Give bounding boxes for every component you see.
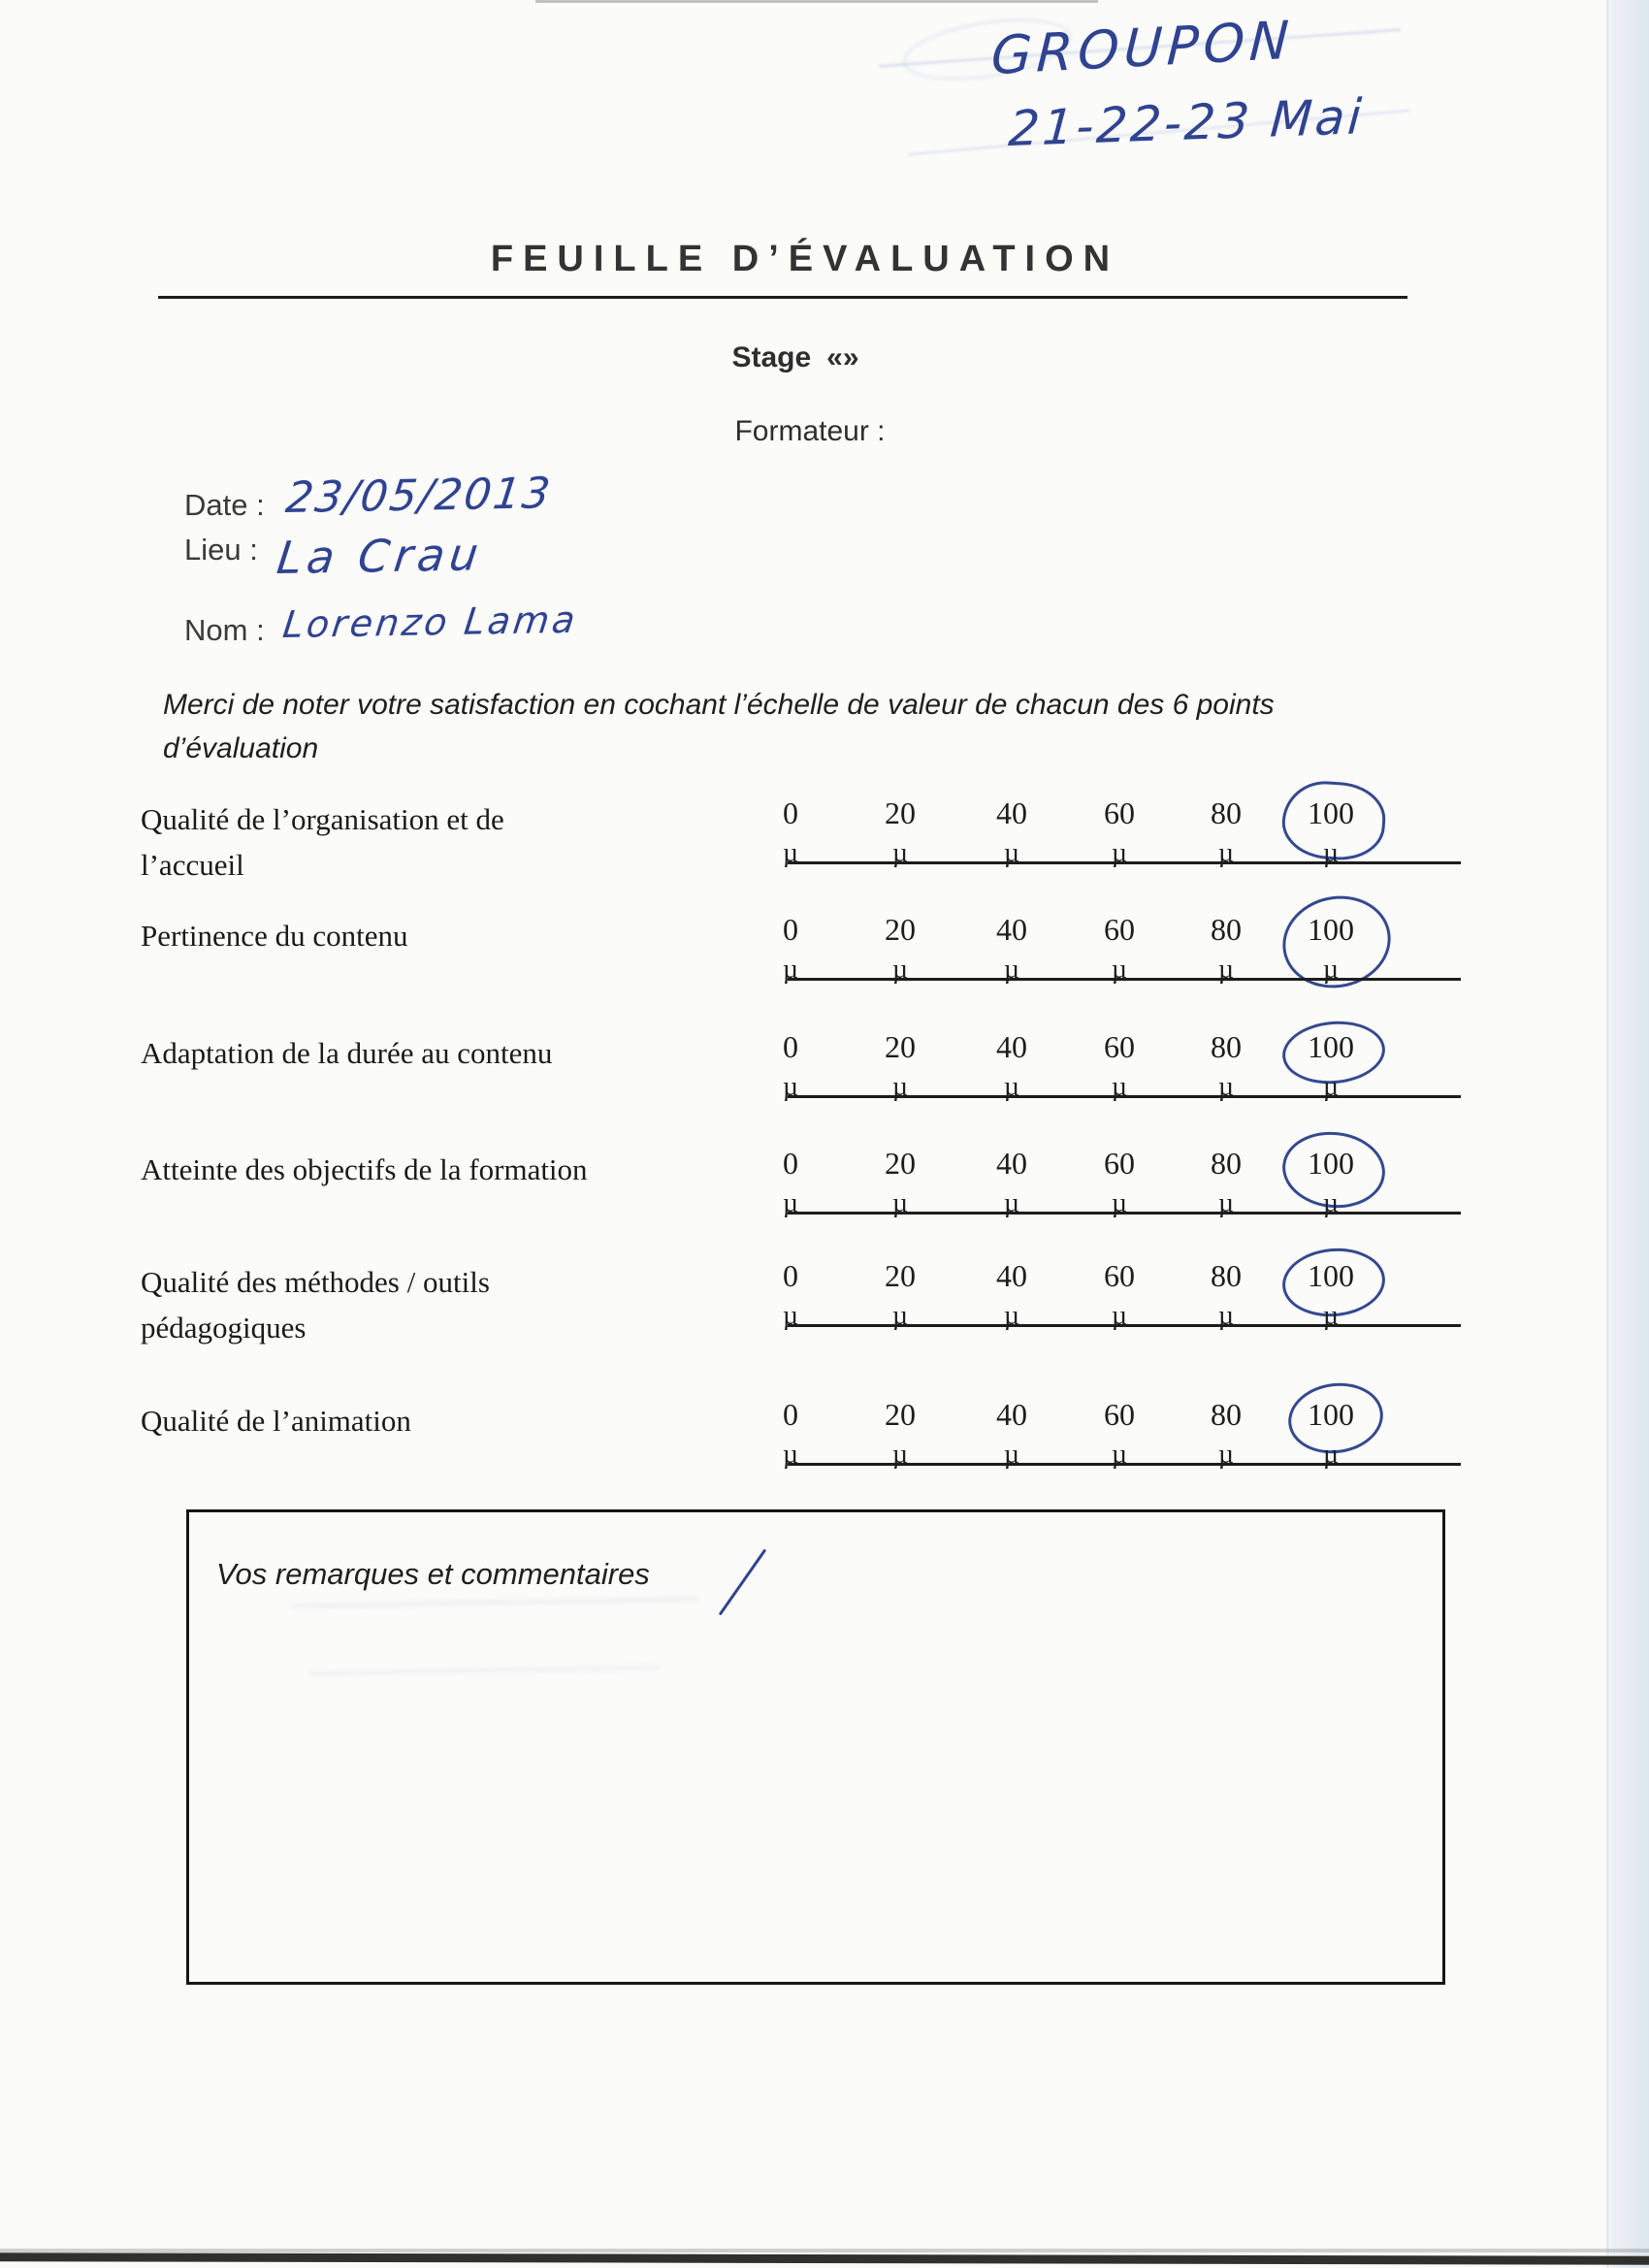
checkbox-tick-glyph: µ (891, 1072, 909, 1102)
paper-bottom-shadow (0, 2249, 1649, 2252)
checkbox-tick-glyph: µ (782, 1301, 799, 1331)
checkbox-tick-glyph: µ (1217, 1188, 1235, 1218)
scale-value-label: 80 (1211, 1146, 1242, 1181)
checkbox-tick-glyph: µ (1217, 1072, 1235, 1102)
checkbox-tick-glyph: µ (891, 1440, 909, 1470)
criterion-row (0, 912, 1649, 1019)
instruction-text: Merci de noter votre satisfaction en cochant l’échelle de valeur de chacun des 6 points d’évaluation (163, 689, 1275, 764)
criterion-label: Qualité de l’organisation et de l’accueil (141, 802, 504, 882)
checkbox-tick-glyph: µ (891, 955, 909, 985)
scale-value-label: 100 (1308, 1397, 1354, 1432)
scale-value-label: 60 (1104, 1258, 1135, 1293)
handwritten-lieu-value: La Crau (274, 528, 487, 585)
scale-value-label: 40 (996, 1029, 1027, 1064)
scale-value-label: 0 (783, 795, 798, 830)
checkbox-tick-glyph: µ (1003, 1188, 1020, 1218)
scale-value-label: 20 (885, 1397, 916, 1432)
criterion-row (0, 795, 1649, 902)
scale-value-label: 20 (885, 912, 916, 947)
criterion-label: Qualité des méthodes / outils pédagogiques (141, 1265, 490, 1345)
comments-label: Vos remarques et commentaires (216, 1557, 650, 1591)
scale-value-label: 60 (1104, 1146, 1135, 1181)
checkbox-tick-glyph: µ (1003, 955, 1020, 985)
formateur-label: Formateur : (734, 415, 886, 447)
scale-value-label: 0 (783, 1146, 798, 1181)
checkbox-tick-glyph: µ (1111, 1440, 1128, 1470)
scale-value-label: 100 (1308, 912, 1354, 947)
checkbox-tick-glyph: µ (782, 1440, 799, 1470)
scale-value-label: 20 (885, 1146, 916, 1181)
checkbox-tick-glyph: µ (1322, 1188, 1340, 1218)
checkbox-tick-glyph: µ (1111, 1301, 1128, 1331)
scale-value-label: 80 (1211, 1397, 1242, 1432)
checkbox-tick-glyph: µ (1322, 955, 1340, 985)
scanner-edge-top (535, 0, 1098, 3)
criterion-row (0, 1029, 1649, 1136)
stage-empty-quotes: «» (826, 341, 859, 373)
scale-value-label: 0 (783, 1397, 798, 1432)
checkbox-tick-glyph: µ (1003, 1301, 1020, 1331)
scale-value-label: 20 (885, 1029, 916, 1064)
scale-value-label: 20 (885, 795, 916, 830)
scanner-edge-bottom (0, 2252, 1649, 2265)
criterion-label: Pertinence du contenu (141, 919, 408, 953)
checkbox-tick-glyph: µ (1111, 838, 1128, 868)
checkbox-tick-glyph: µ (1003, 838, 1020, 868)
scale-value-label: 60 (1104, 912, 1135, 947)
checkbox-tick-glyph: µ (1111, 1188, 1128, 1218)
handwritten-nom-value: Lorenzo Lama (280, 598, 581, 647)
checkbox-tick-glyph: µ (1003, 1072, 1020, 1102)
scale-value-label: 80 (1211, 1029, 1242, 1064)
scale-value-label: 100 (1308, 1258, 1354, 1293)
checkbox-tick-glyph: µ (1003, 1440, 1020, 1470)
checkbox-tick-glyph: µ (782, 955, 799, 985)
stage-heading (0, 341, 1591, 374)
scale-value-label: 60 (1104, 795, 1135, 830)
checkbox-tick-glyph: µ (1217, 955, 1235, 985)
comments-box (186, 1509, 1445, 1985)
scale-value-label: 40 (996, 1397, 1027, 1432)
checkbox-tick-glyph: µ (782, 1072, 799, 1102)
scale-value-label: 80 (1211, 1258, 1242, 1293)
criterion-label: Adaptation de la durée au contenu (141, 1036, 553, 1070)
scale-value-label: 20 (885, 1258, 916, 1293)
checkbox-tick-glyph: µ (782, 838, 799, 868)
checkbox-tick-glyph: µ (1111, 955, 1128, 985)
scale-value-label: 100 (1308, 1146, 1354, 1181)
scale-value-label: 40 (996, 912, 1027, 947)
scale-value-label: 0 (783, 912, 798, 947)
checkbox-tick-glyph: µ (891, 1188, 909, 1218)
date-label: Date : (184, 488, 265, 522)
scale-value-label: 40 (996, 1258, 1027, 1293)
handwritten-company-name: GROUPON (989, 9, 1296, 87)
checkbox-tick-glyph: µ (1217, 1440, 1235, 1470)
checkbox-tick-glyph: µ (1111, 1072, 1128, 1102)
scale-value-label: 0 (783, 1258, 798, 1293)
checkbox-tick-glyph: µ (782, 1188, 799, 1218)
scale-value-label: 60 (1104, 1029, 1135, 1064)
stage-word: Stage (731, 341, 812, 373)
scale-value-label: 100 (1308, 795, 1354, 830)
checkbox-tick-glyph: µ (1217, 838, 1235, 868)
page-title: FEUILLE D’ÉVALUATION (490, 239, 1120, 279)
checkbox-tick-glyph: µ (1217, 1301, 1235, 1331)
scale-value-label: 80 (1211, 795, 1242, 830)
scale-value-label: 60 (1104, 1397, 1135, 1432)
lieu-label: Lieu : (184, 533, 258, 567)
title-divider-rule (158, 296, 1407, 299)
scale-value-label: 100 (1308, 1029, 1354, 1064)
checkbox-tick-glyph: µ (1322, 1072, 1340, 1102)
handwritten-date-value: 23/05/2013 (282, 469, 555, 524)
scale-value-label: 0 (783, 1029, 798, 1064)
scale-value-label: 40 (996, 1146, 1027, 1181)
checkbox-tick-glyph: µ (1322, 1301, 1340, 1331)
checkbox-tick-glyph: µ (1322, 1440, 1340, 1470)
criterion-row (0, 1397, 1649, 1504)
checkbox-tick-glyph: µ (891, 838, 909, 868)
criterion-row (0, 1146, 1649, 1252)
scale-value-label: 40 (996, 795, 1027, 830)
checkbox-tick-glyph: µ (891, 1301, 909, 1331)
scale-value-label: 80 (1211, 912, 1242, 947)
criterion-label: Qualité de l’animation (141, 1404, 411, 1438)
criterion-row (0, 1258, 1649, 1365)
handwritten-session-dates: 21-22-23 Mai (1006, 88, 1367, 158)
checkbox-tick-glyph: µ (1322, 838, 1340, 868)
criterion-label: Atteinte des objectifs de la formation (141, 1152, 588, 1186)
nom-label: Nom : (184, 613, 265, 647)
